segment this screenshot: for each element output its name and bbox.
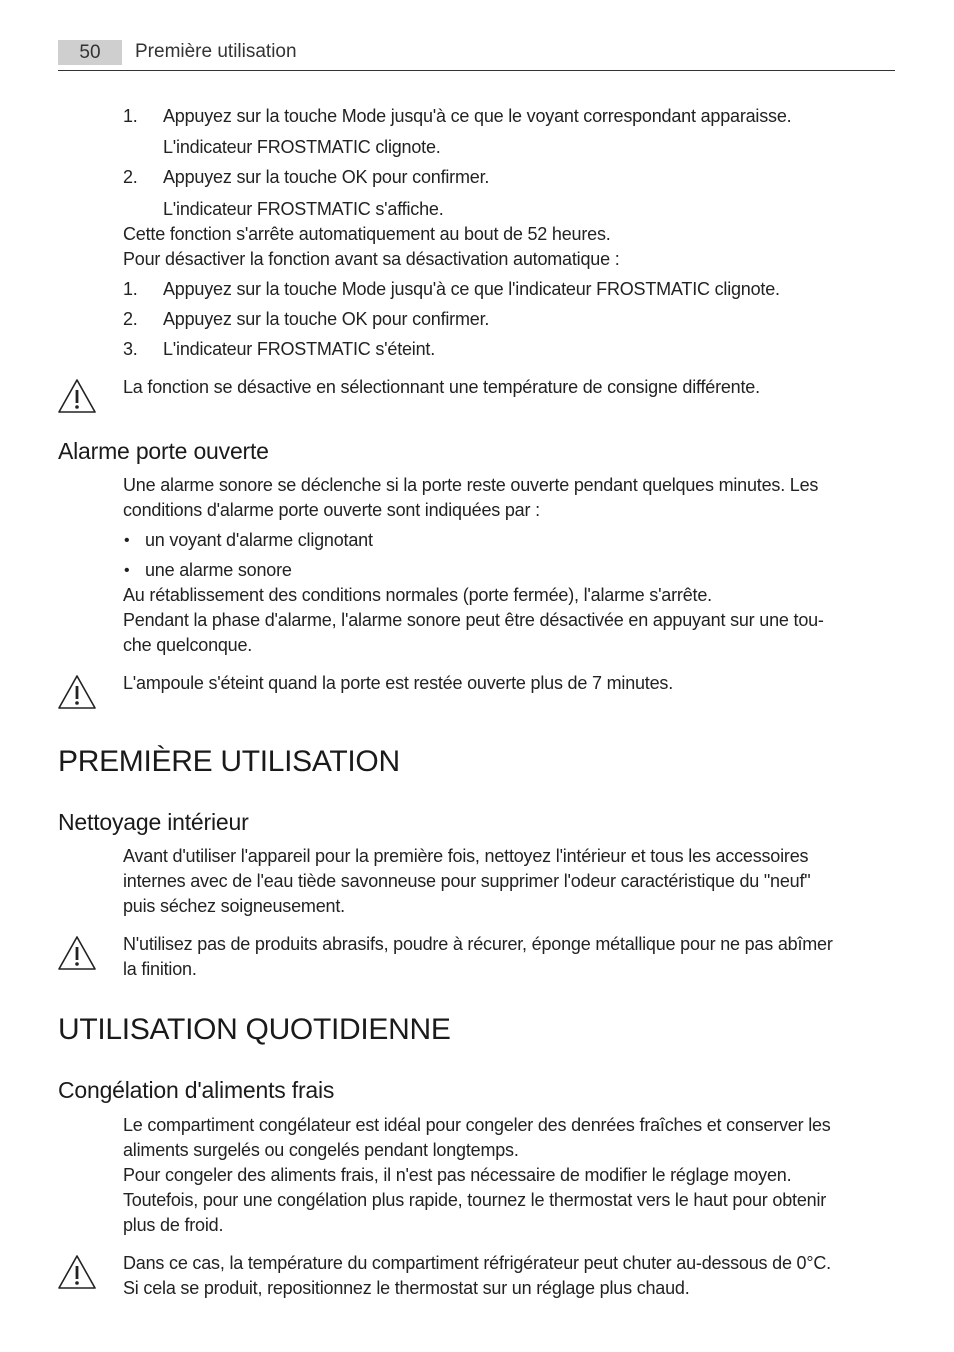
bullet-marker: • — [124, 562, 130, 579]
step-text: L'indicateur FROSTMATIC s'éteint. — [163, 339, 436, 359]
paragraph: Au rétablissement des conditions normales (porte fermée), l'alarme s'arrête. — [123, 585, 712, 605]
paragraph: Pendant la phase d'alarme, l'alarme sonore peut être désactivée en appuyant sur une tou- — [123, 610, 824, 630]
step-text: Appuyez sur la touche OK pour confirmer. — [163, 167, 490, 187]
page-number: 50 — [58, 40, 122, 65]
warning-text: la finition. — [123, 959, 197, 979]
paragraph: Pour désactiver la fonction avant sa désactivation automatique : — [123, 249, 620, 269]
bullet-item: un voyant d'alarme clignotant — [145, 530, 373, 550]
paragraph: aliments surgelés ou congelés pendant longtemps. — [123, 1140, 519, 1160]
step-number: 2. — [123, 167, 138, 187]
paragraph: Avant d'utiliser l'appareil pour la première fois, nettoyez l'intérieur et tous les accessoires — [123, 846, 809, 866]
header-divider — [58, 70, 895, 71]
warning-icon — [57, 1254, 97, 1290]
step-result: L'indicateur FROSTMATIC s'affiche. — [163, 199, 444, 219]
paragraph: Toutefois, pour une congélation plus rapide, tournez le thermostat vers le haut pour obtenir — [123, 1190, 827, 1210]
paragraph: Une alarme sonore se déclenche si la porte reste ouverte pendant quelques minutes. Les — [123, 475, 819, 495]
paragraph: puis séchez soigneusement. — [123, 896, 345, 916]
step-result: L'indicateur FROSTMATIC clignote. — [163, 137, 441, 157]
warning-text: Si cela se produit, repositionnez le thermostat sur un réglage plus chaud. — [123, 1278, 690, 1298]
bullet-item: une alarme sonore — [145, 560, 292, 580]
step-number: 1. — [123, 279, 138, 299]
step-number: 1. — [123, 106, 138, 126]
paragraph: conditions d'alarme porte ouverte sont indiquées par : — [123, 500, 540, 520]
section-heading: Congélation d'aliments frais — [58, 1077, 335, 1103]
warning-text: Dans ce cas, la température du compartiment réfrigérateur peut chuter au-dessous de 0°C. — [123, 1253, 831, 1273]
paragraph: Pour congeler des aliments frais, il n'est pas nécessaire de modifier le réglage moyen. — [123, 1165, 792, 1185]
warning-icon — [57, 378, 97, 414]
running-header: Première utilisation — [135, 41, 297, 62]
warning-icon — [57, 674, 97, 710]
step-text: Appuyez sur la touche OK pour confirmer. — [163, 309, 490, 329]
paragraph: che quelconque. — [123, 635, 253, 655]
section-heading: Nettoyage intérieur — [58, 809, 249, 835]
step-text: Appuyez sur la touche Mode jusqu'à ce que l'indicateur FROSTMATIC clignote. — [163, 279, 780, 299]
chapter-title: UTILISATION QUOTIDIENNE — [58, 1013, 451, 1046]
step-number: 2. — [123, 309, 138, 329]
step-number: 3. — [123, 339, 138, 359]
step-text: Appuyez sur la touche Mode jusqu'à ce que le voyant correspondant apparaisse. — [163, 106, 792, 126]
warning-text: La fonction se désactive en sélectionnant une température de consigne différente. — [123, 377, 760, 397]
warning-icon — [57, 935, 97, 971]
paragraph: Cette fonction s'arrête automatiquement au bout de 52 heures. — [123, 224, 611, 244]
warning-text: L'ampoule s'éteint quand la porte est restée ouverte plus de 7 minutes. — [123, 673, 674, 693]
bullet-marker: • — [124, 532, 130, 549]
warning-text: N'utilisez pas de produits abrasifs, poudre à récurer, éponge métallique pour ne pas abîmer — [123, 934, 833, 954]
paragraph: Le compartiment congélateur est idéal pour congeler des denrées fraîches et conserver les — [123, 1115, 831, 1135]
chapter-title: PREMIÈRE UTILISATION — [58, 745, 400, 778]
paragraph: plus de froid. — [123, 1215, 224, 1235]
section-heading: Alarme porte ouverte — [58, 438, 269, 464]
paragraph: internes avec de l'eau tiède savonneuse pour supprimer l'odeur caractéristique du "neuf" — [123, 871, 811, 891]
